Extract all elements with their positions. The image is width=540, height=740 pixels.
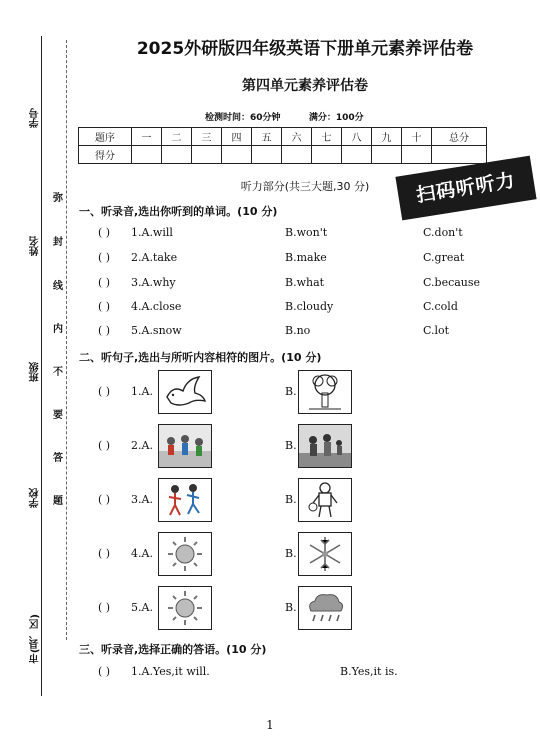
option-b: B.no [285, 324, 311, 337]
total-score-cell[interactable] [432, 146, 487, 164]
section2-heading: 二、听句子,选出与所听内容相符的图片。(10 分) [79, 351, 322, 364]
page-number: 1 [266, 718, 274, 732]
answer-blank[interactable]: ( ) [98, 324, 111, 337]
seal-char: 不 [53, 367, 63, 378]
option-c: C.lot [423, 324, 450, 337]
tree-picture [298, 370, 352, 414]
score-cell[interactable] [132, 146, 162, 164]
score-cell[interactable] [372, 146, 402, 164]
option-b: B.what [285, 276, 325, 289]
sun-picture [158, 532, 212, 576]
seal-char: 内 [53, 324, 63, 335]
exam-meta [205, 110, 364, 123]
column-header: 六 [282, 128, 312, 146]
score-table-header-row [79, 128, 487, 146]
exam-subtitle: 第四单元素养评估卷 [242, 78, 368, 94]
rain-cloud-picture [298, 586, 352, 630]
option-a: 3.A.why [131, 276, 176, 289]
score-cell[interactable] [222, 146, 252, 164]
seal-char: 要 [53, 410, 63, 421]
score-cell[interactable] [402, 146, 432, 164]
full-score: 满分：100分 [308, 113, 364, 123]
dancing-kids-picture [158, 478, 212, 522]
seal-char: 题 [53, 496, 63, 507]
score-cell[interactable] [192, 146, 222, 164]
family-picture [298, 424, 352, 468]
score-table-score-row [79, 146, 487, 164]
column-header: 二 [162, 128, 192, 146]
column-header: 八 [342, 128, 372, 146]
children-playing-picture [158, 424, 212, 468]
column-header: 一 [132, 128, 162, 146]
option-b: B.cloudy [285, 300, 334, 313]
answer-blank[interactable]: ( ) [98, 251, 111, 264]
option-a: 2.A. [131, 439, 153, 452]
option-b: B. [285, 601, 297, 614]
answer-blank[interactable]: ( ) [98, 547, 111, 560]
option-a: 2.A.take [131, 251, 178, 264]
option-b: B. [285, 547, 297, 560]
option-a: 3.A. [131, 493, 153, 506]
column-header: 十 [402, 128, 432, 146]
column-header: 三 [192, 128, 222, 146]
option-b: B. [285, 439, 297, 452]
seal-char: 封 [53, 237, 63, 248]
option-a: 4.A. [131, 547, 153, 560]
option-c: C.because [423, 276, 481, 289]
listening-heading: 听力部分(共三大题,30 分) [240, 180, 370, 193]
answer-blank[interactable]: ( ) [98, 493, 111, 506]
student-id-label: 学号 [30, 108, 41, 128]
answer-blank[interactable]: ( ) [98, 300, 111, 313]
scan-to-listen-stamp[interactable]: 扫码听听力 [395, 156, 536, 221]
score-table [78, 127, 487, 164]
option-c: C.great [423, 251, 465, 264]
answer-blank[interactable]: ( ) [98, 665, 111, 678]
snowflake-picture [298, 532, 352, 576]
class-label: 班级 [30, 362, 41, 382]
sun-picture [158, 586, 212, 630]
seal-dashed-line [66, 40, 67, 640]
column-header: 七 [312, 128, 342, 146]
option-c: C.don't [423, 226, 463, 239]
answer-blank[interactable]: ( ) [98, 439, 111, 452]
section1-heading: 一、听录音,选出你听到的单词。(10 分) [79, 205, 278, 218]
column-header: 五 [252, 128, 282, 146]
option-b: B. [285, 385, 297, 398]
option-a: 4.A.close [131, 300, 182, 313]
section3-heading: 三、听录音,选择正确的答语。(10 分) [79, 643, 267, 656]
column-header: 四 [222, 128, 252, 146]
option-a: 1.A.Yes,it will. [131, 665, 210, 678]
column-header: 九 [372, 128, 402, 146]
seal-char: 答 [53, 453, 63, 464]
seal-char: 弥 [53, 193, 63, 204]
option-a: 1.A. [131, 385, 153, 398]
answer-blank[interactable]: ( ) [98, 385, 111, 398]
score-row-header: 得分 [79, 146, 132, 164]
answer-blank[interactable]: ( ) [98, 276, 111, 289]
city-label: 市(县、区) [30, 614, 41, 664]
answer-blank[interactable]: ( ) [98, 226, 111, 239]
option-b: B.make [285, 251, 327, 264]
question-number-header: 题序 [79, 128, 132, 146]
option-a: 5.A.snow [131, 324, 182, 337]
option-a: 1.A.will [131, 226, 173, 239]
time-limit: 检测时间：60分钟 [205, 113, 281, 123]
option-b: B.Yes,it is. [340, 665, 398, 678]
score-cell[interactable] [342, 146, 372, 164]
school-label: 学校 [30, 488, 41, 508]
score-cell[interactable] [162, 146, 192, 164]
name-label: 姓名 [30, 236, 41, 256]
bird-picture [158, 370, 212, 414]
boy-with-ball-picture [298, 478, 352, 522]
total-header: 总分 [432, 128, 487, 146]
score-cell[interactable] [282, 146, 312, 164]
option-b: B.won't [285, 226, 328, 239]
option-c: C.cold [423, 300, 458, 313]
exam-title: 2025外研版四年级英语下册单元素养评估卷 [136, 39, 474, 59]
score-cell[interactable] [252, 146, 282, 164]
score-cell[interactable] [312, 146, 342, 164]
answer-blank[interactable]: ( ) [98, 601, 111, 614]
seal-char: 线 [53, 281, 63, 292]
option-b: B. [285, 493, 297, 506]
option-a: 5.A. [131, 601, 153, 614]
